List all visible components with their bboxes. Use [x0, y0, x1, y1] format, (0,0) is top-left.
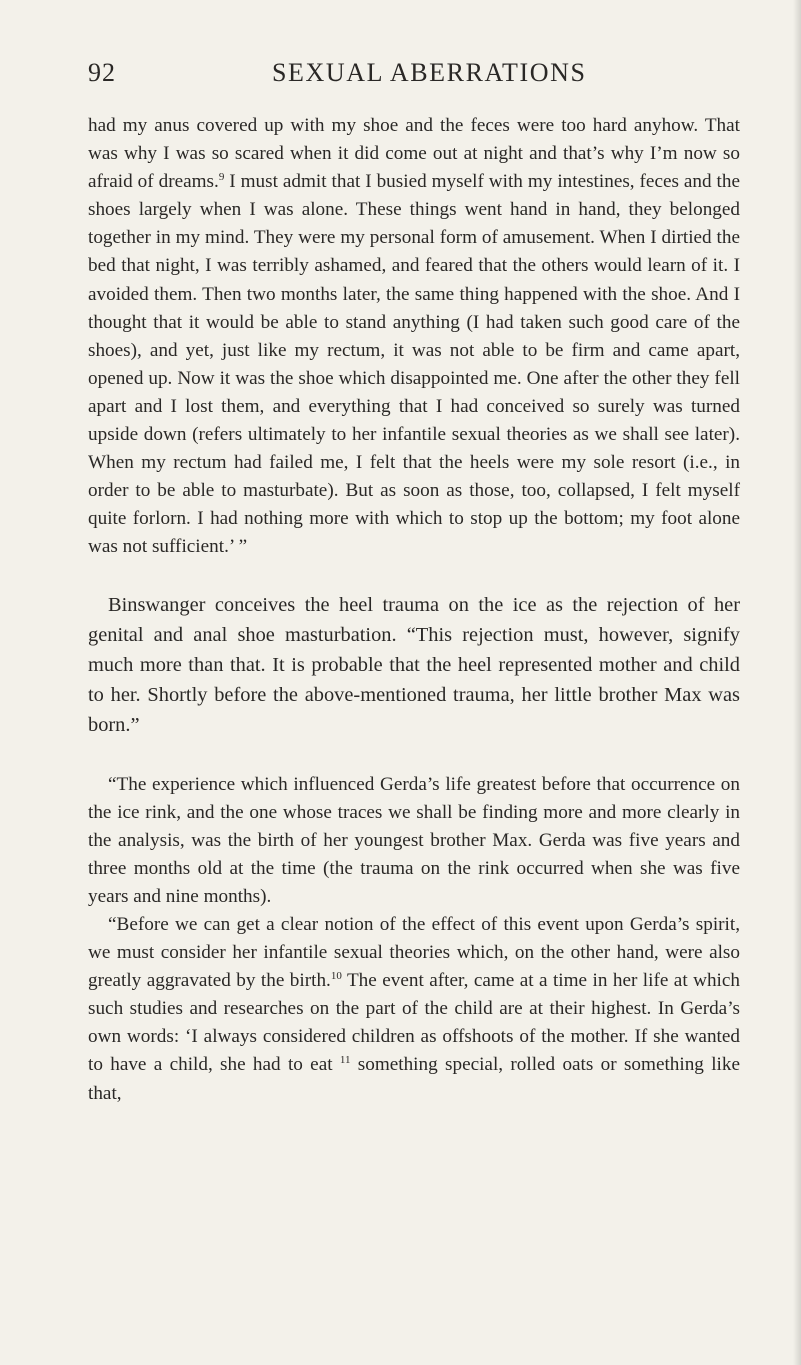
paragraph-quote-continuation [88, 112, 740, 562]
body-text [88, 112, 740, 1108]
footnote-marker: 9 [218, 171, 225, 184]
paragraph-experience: “The experience which influenced Gerda’s life greatest before that occurrence on the ice rink, and the one whose traces we shall be finding more and more clearly in the analysis, was the birth of her youngest brother Max. Gerda was five years and three months old at the time (the trauma on the rink occurred when she was five years and nine months). [88, 773, 740, 907]
footnote-marker: 11 [339, 1054, 351, 1067]
paragraph-text: something special, rolled oats or something like that, [88, 1054, 740, 1104]
page-edge-shadow [793, 0, 801, 1365]
paragraph-text: I must admit that I busied myself with my intestines, feces and the shoes largely when I was alone. These things went hand in hand, they belonged together in my mind. They were my personal form of amusement. When I dirtied the bed that night, I was terribly ashamed, and feared that the others would learn of it. I avoided them. Then two months later, the same thing happened with the shoe. And I thought that it would be able to stand anything (I had taken such good care of the shoes), and yet, just like my rectum, it was not able to be firm and came apart, opened up. Now it was the shoe which disappointed me. One after the other they fell apart and I lost them, and everything that I had conceived so surely was turned upside down (refers ultimately to her infantile sexual theories as we shall see later). When my rectum had failed me, I felt that the heels were my sole resort (i.e., in order to be able to masturbate). But as soon as those, too, collapsed, I felt myself quite forlorn. I had nothing more with which to stop up the bottom; my foot alone was not sufficient.’ ” [88, 171, 740, 558]
paragraph-text: “Before we can get a clear notion of the effect of this event upon Gerda’s spirit, we must consider her infantile sexual theories which, on the other hand, were also greatly aggravated by the birth. [88, 913, 740, 992]
page-number: 92 [88, 58, 116, 87]
running-head [88, 58, 741, 98]
paragraph-infantile-theories [88, 911, 740, 1108]
running-title: SEXUAL ABERRATIONS [272, 58, 587, 87]
footnote-marker: 10 [330, 970, 342, 983]
paragraph-binswanger: Binswanger conceives the heel trauma on the ice as the rejection of her genital and anal shoe masturbation. “This rejection must, however, signify much more than that. It is probable that the heel represented mother and child to her. Shortly before the above-mentioned trauma, her little brother Max was born.” [88, 593, 740, 737]
paragraph-text: The event after, came at a time in her life at which such studies and researches on the part of the child are at their highest. In Gerda’s own words: ‘I always considered children as offshoots of the mother. If she wanted to have a child, she had to eat [88, 970, 740, 1076]
paragraph-text: had my anus covered up with my shoe and the feces were too hard anyhow. That was why I was so scared when it did come out at night and that’s why I’m now so afraid of dreams. [88, 115, 740, 193]
